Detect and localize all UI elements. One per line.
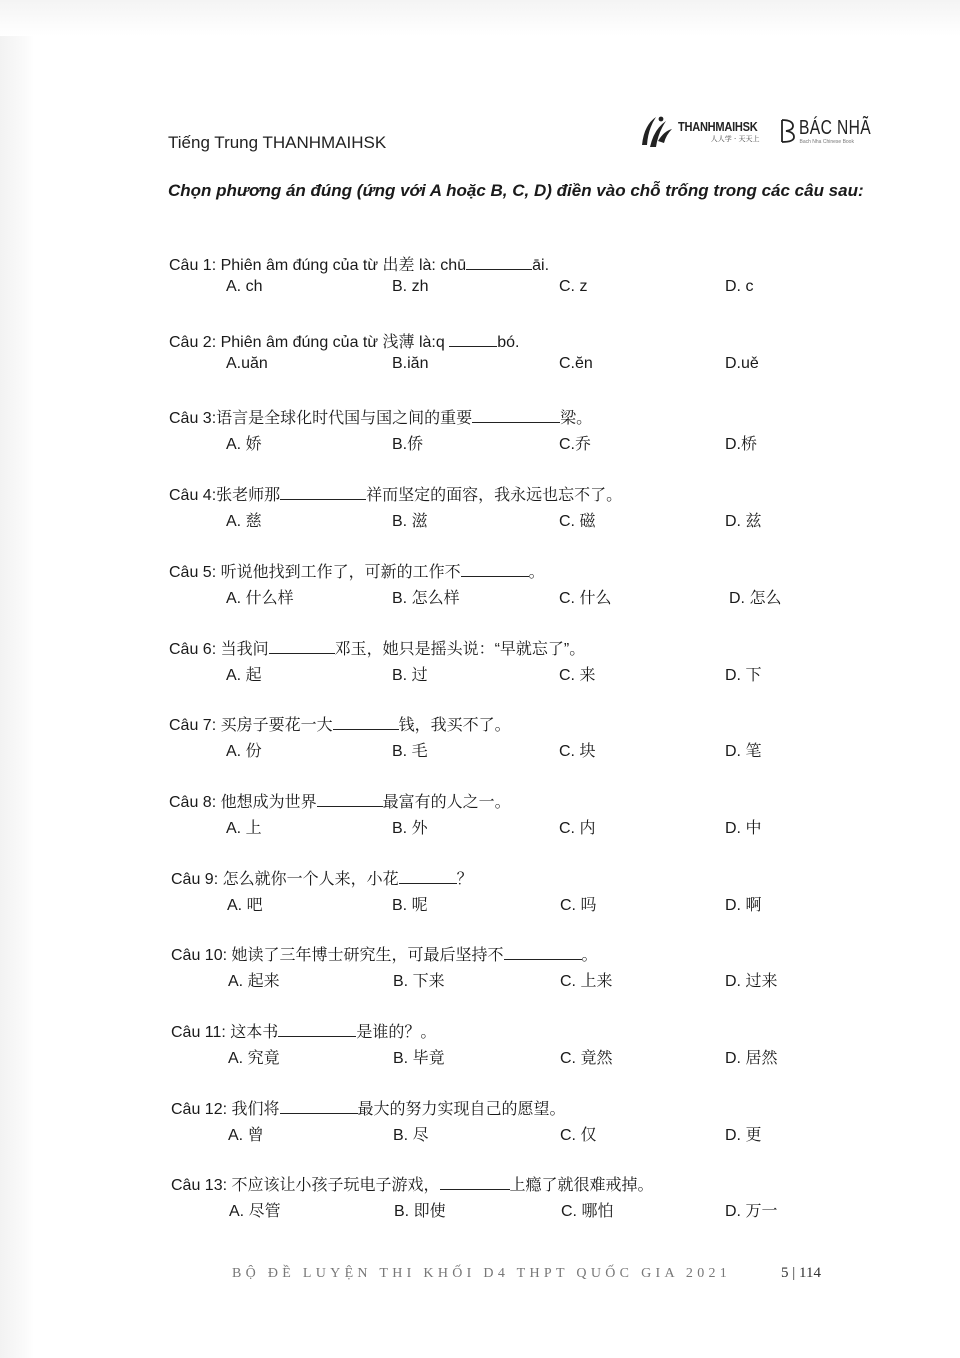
option-c: C. 磁 — [559, 513, 596, 531]
question-stem — [169, 252, 549, 275]
answer-blank — [280, 1099, 358, 1114]
question-text: Câu 2: Phiên âm đúng của từ 浅薄 là:q — [169, 333, 450, 351]
question-stem — [171, 866, 473, 889]
option-a: A. ch — [226, 278, 263, 295]
instruction-text: Chọn phương án đúng (ứng với A hoặc B, C, D) điền vào chỗ trống trong các câu sau: — [168, 181, 864, 200]
answer-blank — [466, 255, 532, 270]
answer-blank — [399, 869, 457, 884]
option-a: A. 究竟 — [228, 1050, 280, 1067]
bacnha-logo-icon — [779, 117, 797, 145]
option-c: C.ĕn — [559, 354, 593, 372]
answer-blank — [317, 792, 383, 807]
option-b: B. 尽 — [393, 1126, 429, 1144]
option-b: B. 怎么样 — [392, 589, 460, 607]
question-text-after-blank: 。 — [581, 947, 598, 965]
answer-blank — [278, 1022, 356, 1037]
option-b: B. 毕竟 — [393, 1050, 445, 1067]
question-stem — [169, 712, 511, 735]
option-d: D. c — [725, 278, 754, 295]
page-shadow-top — [0, 0, 960, 36]
option-a: A. 曾 — [228, 1126, 264, 1144]
option-d: D. 万一 — [725, 1203, 778, 1221]
page-number: 5 | 114 — [781, 1265, 821, 1281]
question-stem — [169, 482, 622, 505]
question-text: Câu 7: 买房子要花一大 — [169, 717, 333, 735]
option-a: A.uăn — [226, 354, 268, 372]
option-c: C. 吗 — [560, 896, 597, 914]
question-stem — [169, 329, 519, 352]
option-a: A. 份 — [226, 743, 262, 761]
option-d: D. 兹 — [725, 513, 762, 531]
page-shadow-left — [0, 0, 34, 1358]
question-stem — [169, 636, 585, 659]
question-text: Câu 9: 怎么就你一个人来，小花 — [171, 870, 399, 888]
question-text: Câu 12: 我们将 — [171, 1100, 280, 1118]
question-text: Câu 1: Phiên âm đúng của từ 出差 là: chū — [169, 257, 467, 274]
question-text-after-blank: 邓玉，她只是摇头说：“早就忘了”。 — [334, 640, 586, 658]
question-text: Câu 4:张老师那 — [169, 487, 281, 505]
option-c: C. 块 — [559, 743, 596, 761]
question-text-after-blank: 最大的努力实现自己的愿望。 — [357, 1100, 566, 1118]
option-d: D. 过来 — [725, 973, 778, 991]
logo-slogan-text: 人人学 · 天天上 — [710, 134, 760, 143]
question-text: Câu 8: 他想成为世界 — [169, 793, 317, 811]
option-a: A. 娇 — [226, 436, 262, 454]
question-stem — [171, 942, 598, 965]
question-text: Câu 6: 当我问 — [169, 640, 269, 658]
option-c: C. 来 — [559, 666, 596, 684]
question-stem — [169, 559, 545, 582]
question-text-after-blank: āi. — [532, 257, 550, 274]
logo-bacnha-text: BÁC NHÃ — [799, 116, 872, 139]
option-b: B. 下来 — [393, 973, 445, 991]
option-a: A. 起来 — [228, 973, 280, 991]
header-title: Tiếng Trung THANHMAIHSK — [168, 133, 387, 152]
option-d: D.uě — [725, 354, 759, 372]
option-d: D. 笔 — [725, 743, 762, 761]
logo-brand-text: THANHMAIHSK — [678, 118, 758, 134]
question-text: Câu 10: 她读了三年博士研究生，可最后坚持不 — [171, 947, 504, 965]
question-text-after-blank: 上瘾了就很难戒掉。 — [509, 1177, 654, 1195]
option-d: D. 啊 — [725, 896, 762, 914]
option-b: B. 呢 — [392, 896, 428, 914]
footer-title: BỘ ĐỀ LUYỆN THI KHỐI D4 THPT QUỐC GIA 2021 — [232, 1266, 732, 1281]
answer-blank — [333, 715, 399, 730]
option-c: C. 仅 — [560, 1126, 597, 1144]
option-d: D. 怎么 — [729, 589, 782, 607]
question-stem — [171, 1172, 654, 1195]
question-text-after-blank: 。 — [528, 563, 545, 581]
thanhmaihsk-logo-icon — [636, 111, 676, 151]
option-a: A. 吧 — [227, 896, 263, 914]
option-b: B. 即使 — [394, 1203, 446, 1221]
question-text-after-blank: bó. — [497, 333, 520, 351]
option-a: A. 上 — [226, 819, 262, 837]
question-stem — [169, 405, 592, 428]
option-d: D.桥 — [725, 436, 758, 454]
option-b: B. 过 — [392, 666, 428, 684]
option-c: C. z — [559, 278, 588, 295]
option-a: A. 什么样 — [226, 589, 294, 607]
option-d: D. 下 — [725, 666, 762, 684]
question-stem — [171, 1096, 566, 1119]
question-text: Câu 3:语言是全球化时代国与国之间的重要 — [169, 410, 473, 428]
option-a: A. 尽管 — [229, 1203, 281, 1221]
option-b: B. zh — [392, 278, 429, 295]
option-a: A. 慈 — [226, 513, 262, 531]
question-text-after-blank: ？ — [456, 870, 473, 888]
question-text: Câu 11: 这本书 — [171, 1024, 279, 1041]
option-b: B. 外 — [392, 819, 428, 837]
option-c: C. 竟然 — [560, 1050, 613, 1067]
option-b: B.iăn — [392, 354, 429, 372]
answer-blank — [449, 332, 497, 347]
logo-bacnha-subtext: Bach Nha Chinese Book — [799, 138, 854, 145]
question-text-after-blank: 祥而坚定的面容，我永远也忘不了。 — [366, 487, 623, 505]
question-text: Câu 5: 听说他找到工作了，可新的工作不 — [169, 563, 461, 581]
option-a: A. 起 — [226, 666, 262, 684]
question-text-after-blank: 是谁的？。 — [356, 1024, 437, 1041]
answer-blank — [280, 485, 366, 500]
answer-blank — [504, 945, 582, 960]
option-b: B. 毛 — [392, 743, 428, 761]
question-stem — [171, 1019, 436, 1042]
question-text-after-blank: 最富有的人之一。 — [382, 793, 511, 811]
answer-blank — [461, 562, 529, 577]
option-c: C.乔 — [559, 436, 592, 454]
option-c: C. 什么 — [559, 589, 612, 607]
header-logos — [636, 110, 892, 152]
option-d: D. 居然 — [725, 1050, 778, 1067]
answer-blank — [440, 1175, 510, 1190]
question-text-after-blank: 钱，我买不了。 — [398, 717, 511, 735]
question-text: Câu 13: 不应该让小孩子玩电子游戏， — [171, 1177, 440, 1195]
option-c: C. 哪怕 — [561, 1203, 614, 1221]
answer-blank — [472, 408, 560, 423]
answer-blank — [269, 639, 335, 654]
option-b: B.侨 — [392, 436, 424, 454]
option-c: C. 内 — [559, 819, 596, 837]
option-c: C. 上来 — [560, 973, 613, 991]
option-d: D. 中 — [725, 819, 762, 837]
option-d: D. 更 — [725, 1126, 762, 1144]
option-b: B. 滋 — [392, 513, 428, 531]
question-text-after-blank: 梁。 — [560, 410, 593, 428]
question-stem — [169, 789, 511, 812]
